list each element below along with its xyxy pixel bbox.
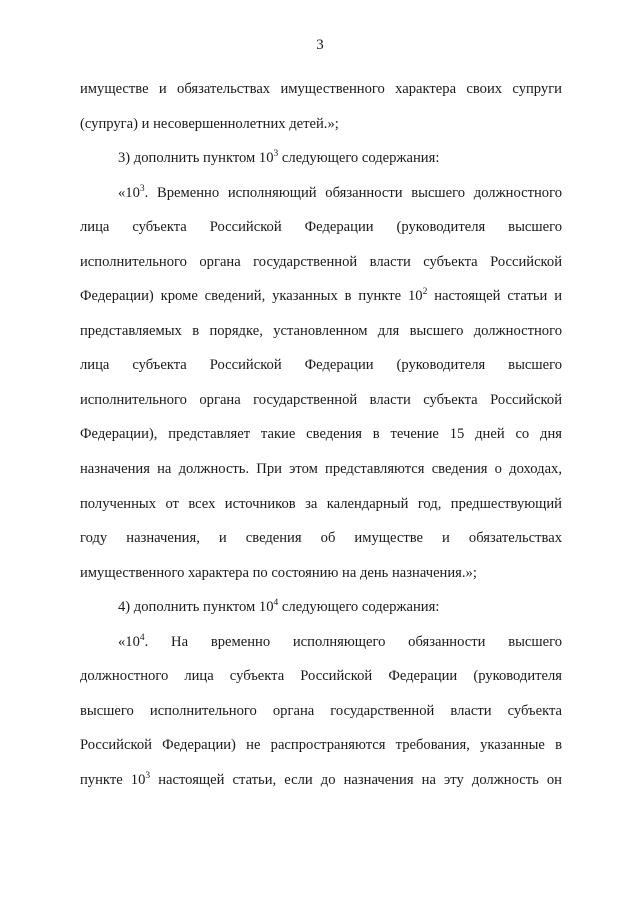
paragraph-continuation xyxy=(80,72,562,141)
paragraph-point-10-3 xyxy=(80,176,562,591)
text-line: имущественного характера по состоянию на день назначения.»; xyxy=(80,564,477,581)
text-line: Российской Федерации) не распространяются требования, указанные в xyxy=(80,737,562,754)
superscript: 4 xyxy=(139,632,145,643)
superscript: 2 xyxy=(422,287,428,298)
text-line: «$10^4$. На временно исполняющего обязанности высшего xyxy=(118,632,562,650)
text-line: «$10^3$. Временно исполняющий обязанности высшего должностного xyxy=(118,183,562,201)
text-line: Федерации) кроме сведений, указанных в пункте $10^2$ настоящей статьи и xyxy=(80,287,562,305)
text-line: лица субъекта Российской Федерации (руководителя высшего xyxy=(80,357,562,374)
text-line: (супруга) и несовершеннолетних детей.»; xyxy=(80,115,339,132)
paragraph-point-10-4 xyxy=(80,625,562,798)
superscript: 3 xyxy=(145,770,151,781)
superscript: 3 xyxy=(139,183,145,194)
paragraph-item-4 xyxy=(80,590,562,625)
text-line: 3) дополнить пунктом $10^3$ следующего содержания: xyxy=(118,149,440,167)
paragraph-item-3 xyxy=(80,141,562,176)
text-line: исполнительного органа государственной власти субъекта Российской xyxy=(80,253,562,270)
superscript: 4 xyxy=(273,598,279,609)
text-line: представляемых в порядке, установленном для высшего должностного xyxy=(80,322,562,339)
text-line: должностного лица субъекта Российской Федерации (руководителя xyxy=(80,668,562,685)
text-line: пункте $10^3$ настоящей статьи, если до назначения на эту должность он xyxy=(80,770,562,788)
text-line: назначения на должность. При этом представляются сведения о доходах, xyxy=(80,461,562,478)
text-line: исполнительного органа государственной власти субъекта Российской xyxy=(80,391,562,408)
document-body xyxy=(80,72,562,797)
text-line: Федерации), представляет такие сведения в течение 15 дней со дня xyxy=(80,426,562,443)
page-number: 3 xyxy=(316,37,324,53)
superscript: 3 xyxy=(273,149,279,160)
text-line: лица субъекта Российской Федерации (руководителя высшего xyxy=(80,219,562,236)
text-line: году назначения, и сведения об имуществе и обязательствах xyxy=(80,530,562,547)
text-line: 4) дополнить пунктом $10^4$ следующего содержания: xyxy=(118,598,440,616)
text-line: имуществе и обязательствах имущественного характера своих супруги xyxy=(80,81,562,97)
text-line: высшего исполнительного органа государственной власти субъекта xyxy=(80,702,562,719)
text-line: полученных от всех источников за календарный год, предшествующий xyxy=(80,495,562,512)
